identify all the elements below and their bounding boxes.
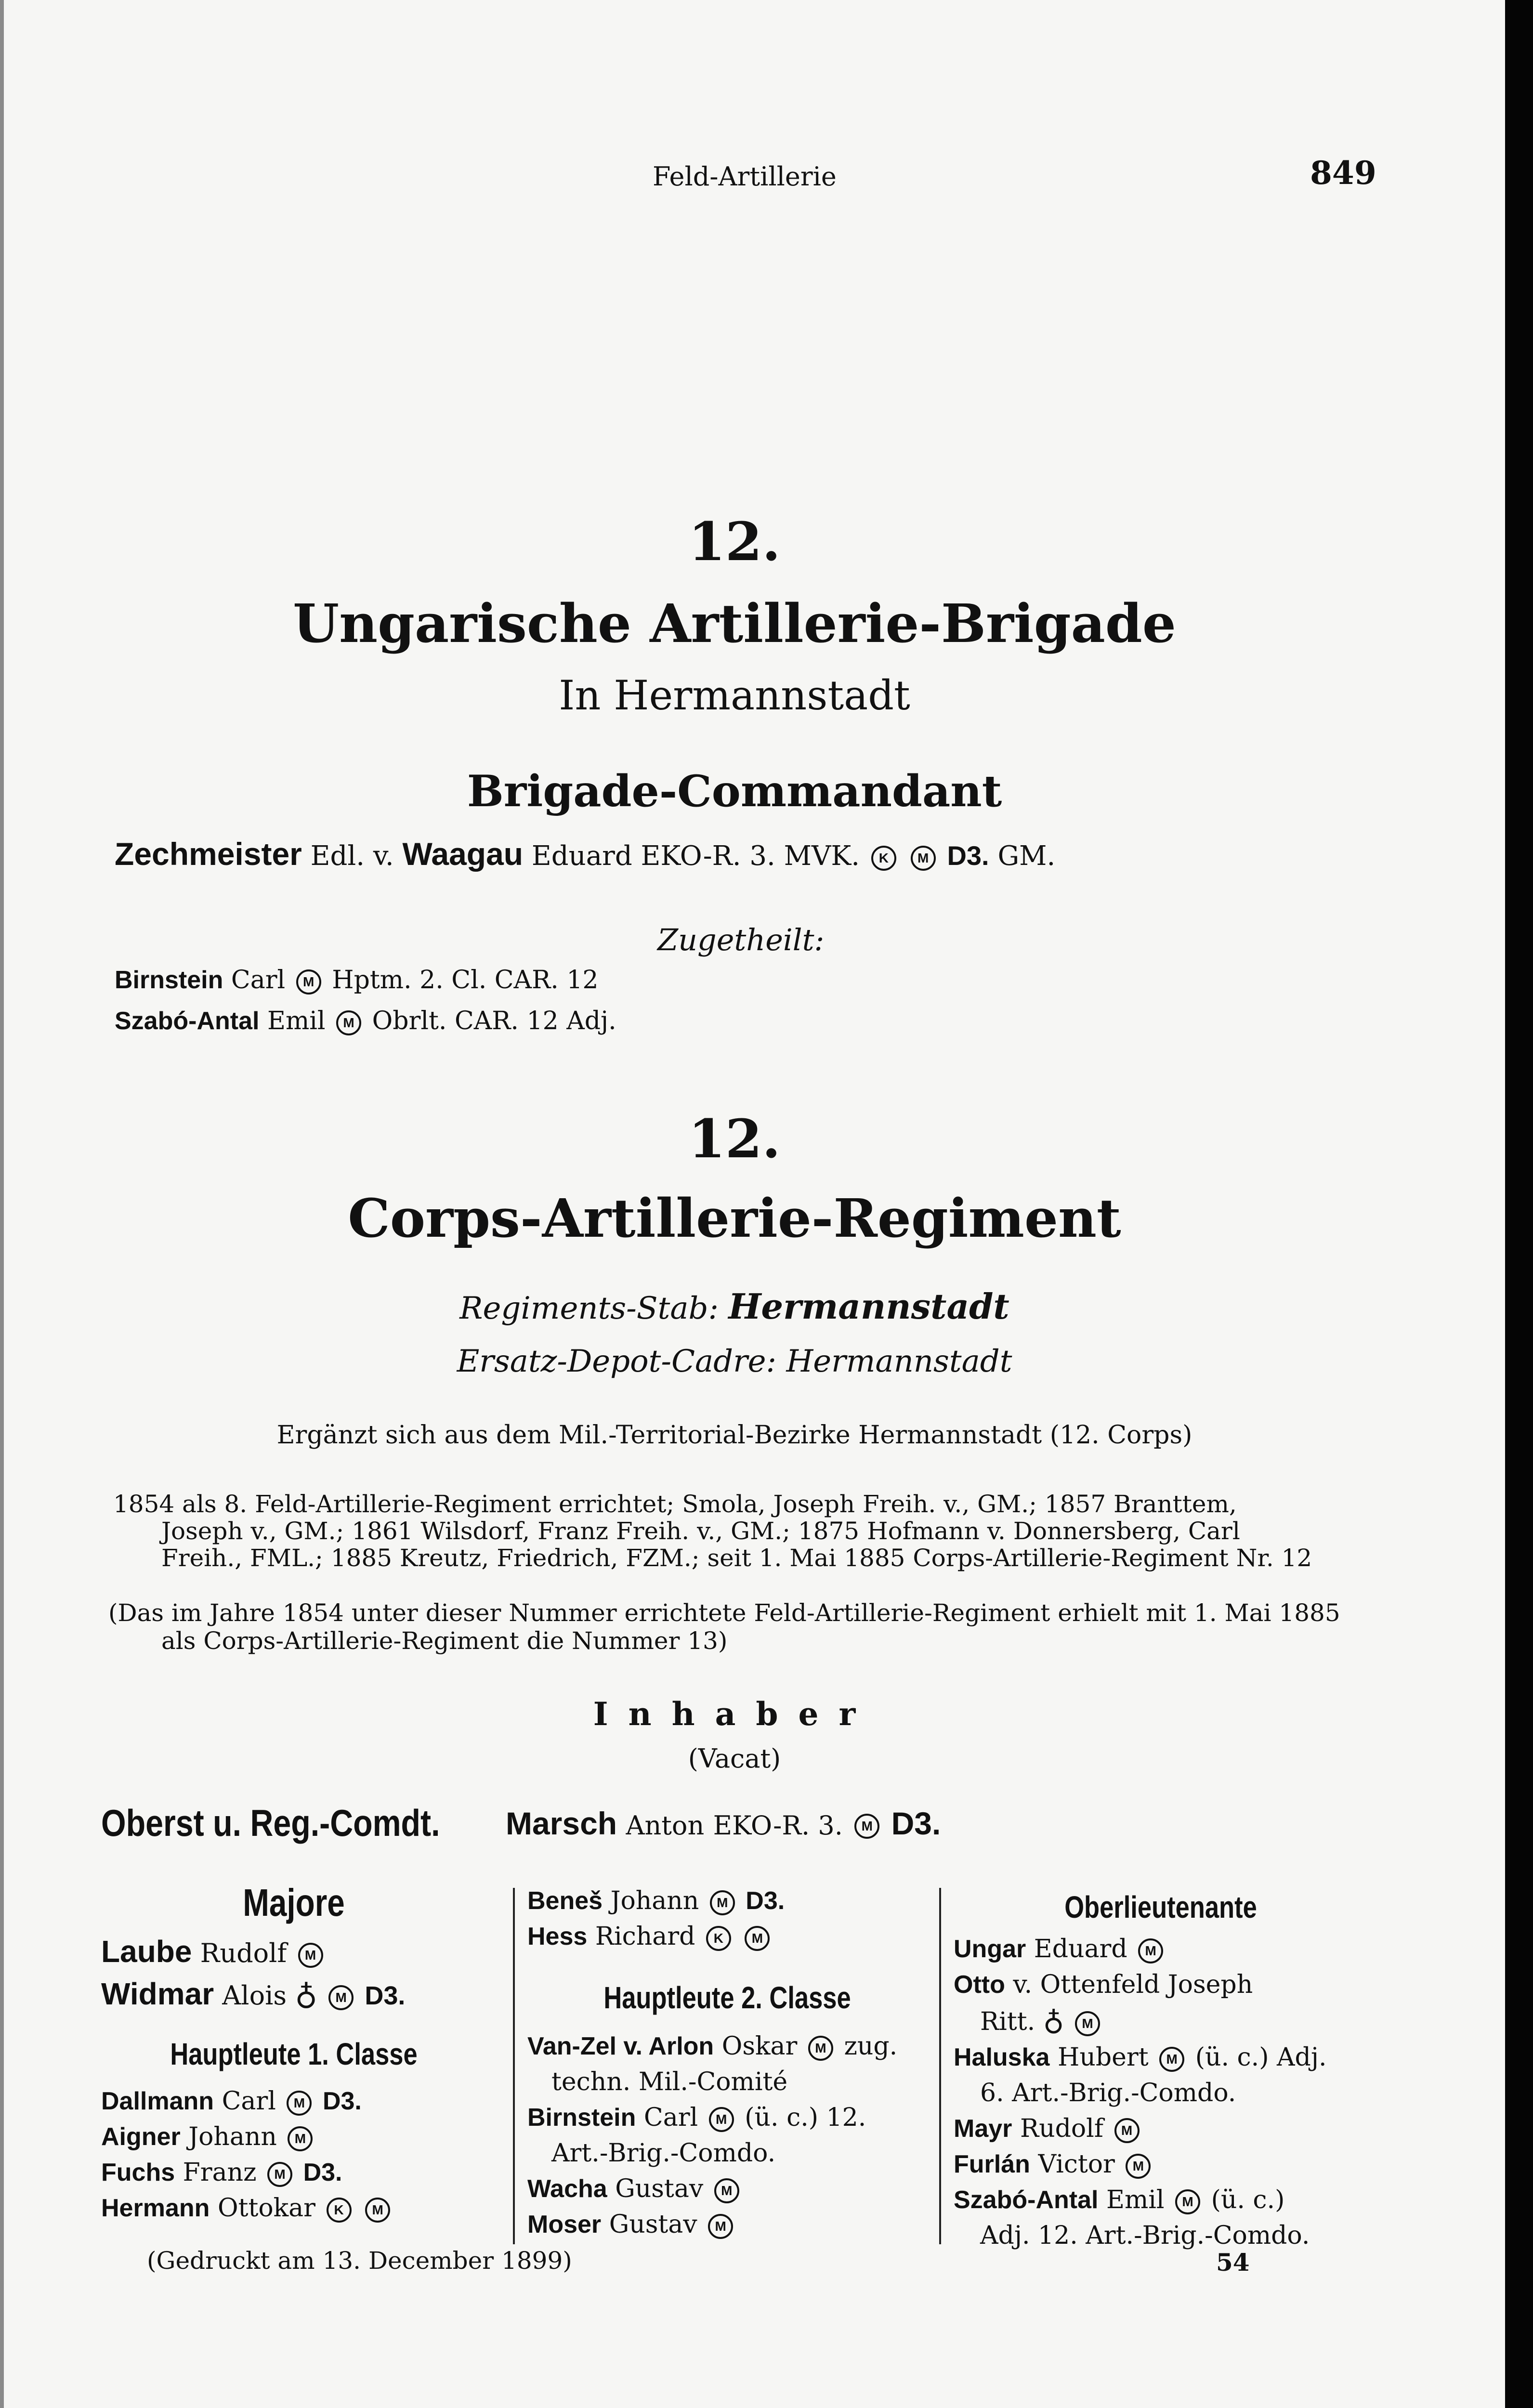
hauptleute-1-heading: Hauptleute 1. Classe: [170, 2037, 418, 2071]
person-details: D3.: [746, 1887, 785, 1915]
commandant-mid: Edl. v.: [310, 840, 394, 872]
m-badge-icon: M: [1114, 2118, 1140, 2143]
regiment-note: [108, 1599, 1340, 1655]
person-first: Johann: [610, 1886, 699, 1915]
oberst-d3: D3.: [891, 1806, 941, 1841]
attached-name: Szabó-Antal: [115, 1007, 260, 1035]
person-first: Oskar: [721, 2032, 798, 2061]
person-name: Beneš: [527, 1887, 603, 1915]
depot-label: Ersatz-Depot-Cadre:: [457, 1344, 777, 1379]
m-badge-icon: M: [288, 2126, 313, 2151]
m-badge-icon: M: [267, 2162, 292, 2187]
oberst-name: Marsch: [506, 1806, 617, 1841]
commandant-line: [115, 836, 1055, 872]
brigade-location: In Hermannstadt: [559, 672, 910, 719]
oberst-label: Oberst u. Reg.-Comdt.: [101, 1802, 440, 1844]
m-badge-icon: M: [1138, 1938, 1163, 1963]
attached-heading: Zugetheilt:: [657, 922, 825, 957]
person-details: D3.: [365, 1981, 406, 2010]
erganzt-line: Ergänzt sich aus dem Mil.-Territorial-Bezirke Hermannstadt (12. Corps): [276, 1421, 1192, 1450]
m-badge-icon: M: [365, 2198, 390, 2223]
person-name: Dallmann: [101, 2087, 214, 2115]
list-item: [101, 2119, 486, 2155]
commandant-d3: D3.: [947, 840, 989, 871]
oberst-line: [101, 1801, 941, 1845]
m-badge-icon: M: [854, 1814, 879, 1839]
person-name: Birnstein: [527, 2104, 636, 2132]
person-details: (ü. c.) Adj.: [1195, 2043, 1327, 2072]
commandant-details: Eduard EKO-R. 3. MVK.: [531, 840, 860, 872]
attached-first: Carl: [231, 966, 286, 995]
m-badge-icon: M: [1159, 2047, 1184, 2072]
m-badge-icon: M: [709, 2107, 734, 2132]
list-item: [954, 1931, 1368, 1967]
scan-edge-right: [1505, 0, 1533, 2408]
list-item: [954, 2182, 1368, 2253]
person-name: Moser: [527, 2211, 602, 2238]
history-line: Joseph v., GM.; 1861 Wilsdorf, Franz Freih. v., GM.; 1875 Hofmann v. Donnersberg, Carl: [161, 1517, 1240, 1545]
person-first: Ottokar: [217, 2194, 316, 2223]
oberst-entry: [506, 1805, 941, 1842]
hauptleute-2-heading: Hauptleute 2. Classe: [603, 1980, 851, 2015]
m-badge-icon: M: [298, 1943, 323, 1968]
person-name: Fuchs: [101, 2159, 175, 2186]
attached-row-0: [115, 966, 599, 995]
attached-details: Hptm. 2. Cl. CAR. 12: [332, 966, 599, 995]
order-symbol-icon: ♁: [1043, 2003, 1064, 2037]
m-badge-icon: M: [708, 2214, 733, 2239]
list-item: [527, 1919, 927, 1954]
person-first: Hubert: [1057, 2043, 1149, 2072]
hptl1-list: [101, 2083, 486, 2226]
person-first: Emil: [1106, 2186, 1165, 2214]
list-item: [527, 2207, 927, 2242]
person-first: Alois: [222, 1980, 287, 2011]
list-item: [101, 2083, 486, 2119]
k-badge-icon: K: [871, 846, 896, 871]
depot-value: Hermannstadt: [786, 1344, 1012, 1379]
person-first: Johann: [188, 2122, 277, 2151]
brigade-title: Ungarische Artillerie-Brigade: [293, 592, 1176, 654]
brigade-number: 12.: [688, 510, 781, 573]
list-item: [954, 1967, 1368, 2040]
m-badge-icon: M: [1126, 2154, 1151, 2179]
regiment-number: 12.: [688, 1108, 781, 1170]
commandant-surname: Zechmeister: [115, 836, 302, 872]
person-first: Carl: [222, 2087, 276, 2116]
column-3: [954, 1883, 1368, 2253]
person-name: Otto: [954, 1971, 1005, 1999]
column-1: [101, 1881, 486, 2226]
list-item: [527, 1883, 927, 1919]
oberst-details: EKO-R. 3.: [713, 1810, 843, 1841]
attached-name: Birnstein: [115, 966, 223, 994]
oberst-first: Anton: [626, 1810, 705, 1841]
person-name: Laube: [101, 1934, 192, 1969]
commandant-heading: Brigade-Commandant: [467, 766, 1002, 817]
m-badge-icon: M: [911, 846, 936, 871]
k-badge-icon: K: [327, 2198, 352, 2223]
running-title: Feld-Artillerie: [653, 161, 837, 192]
list-item: [101, 2155, 486, 2190]
commandant-surname2: Waagau: [402, 836, 524, 872]
ersatz-depot: [0, 1344, 1469, 1379]
list-item: [527, 2100, 927, 2171]
person-details-cont: Ritt.: [980, 2007, 1035, 2036]
person-first: Gustav: [609, 2210, 697, 2239]
person-first: Franz: [183, 2158, 257, 2187]
person-first: Rudolf: [200, 1938, 287, 1968]
note-line: (Das im Jahre 1854 unter dieser Nummer errichtete Feld-Artillerie-Regiment erhielt mit 1. Mai 1885: [108, 1599, 1340, 1627]
sheet-number: 54: [1216, 2248, 1250, 2277]
m-badge-icon: M: [745, 1926, 770, 1951]
column-divider-2: [939, 1888, 941, 2244]
person-details: D3.: [303, 2159, 342, 2186]
person-first: Rudolf: [1020, 2114, 1104, 2143]
stab-value: Hermannstadt: [728, 1286, 1009, 1327]
k-badge-icon: K: [706, 1926, 731, 1951]
person-name: Szabó-Antal: [954, 2186, 1099, 2214]
note-line: als Corps-Artillerie-Regiment die Nummer 13): [161, 1627, 728, 1655]
person-name: Wacha: [527, 2175, 607, 2203]
person-name: Mayr: [954, 2115, 1012, 2143]
m-badge-icon: M: [808, 2036, 833, 2061]
person-name: Hess: [527, 1923, 588, 1950]
person-details-cont: Art.-Brig.-Comdo.: [551, 2139, 776, 2168]
printed-date: (Gedruckt am 13. December 1899): [147, 2247, 572, 2275]
stab-label: Regiments-Stab:: [459, 1291, 719, 1326]
list-item: [954, 2111, 1368, 2146]
person-name: Aigner: [101, 2123, 181, 2151]
person-name: Hermann: [101, 2194, 210, 2222]
person-name: Haluska: [954, 2043, 1050, 2071]
list-item: [954, 2146, 1368, 2182]
regiment-history: [113, 1491, 1312, 1571]
history-line: Freih., FML.; 1885 Kreutz, Friedrich, FZM.; seit 1. Mai 1885 Corps-Artillerie-Regiment Nr. 12: [161, 1544, 1312, 1572]
m-badge-icon: M: [328, 1985, 354, 2010]
list-item: [101, 1934, 486, 1969]
list-item: [101, 2190, 486, 2226]
attached-details: Obrlt. CAR. 12 Adj.: [372, 1007, 616, 1035]
person-first: v. Ottenfeld Joseph: [1013, 1970, 1253, 1999]
list-item: [527, 2171, 927, 2207]
regiments-stab: [0, 1286, 1469, 1327]
person-name: Furlán: [954, 2150, 1030, 2178]
page-number: 849: [1310, 154, 1376, 192]
list-item: [101, 1976, 486, 2012]
person-name: Van-Zel v. Arlon: [527, 2032, 714, 2060]
attached-first: Emil: [267, 1007, 326, 1035]
person-details: (ü. c.): [1211, 2186, 1285, 2214]
person-first: Carl: [643, 2103, 698, 2132]
commandant-rank: GM.: [997, 840, 1056, 872]
list-item: [954, 2040, 1368, 2111]
m-badge-icon: M: [1175, 2189, 1200, 2214]
person-details-cont: Adj. 12. Art.-Brig.-Comdo.: [980, 2221, 1310, 2250]
list-item: [527, 2028, 927, 2100]
regiment-title: Corps-Artillerie-Regiment: [348, 1187, 1121, 1249]
person-details: zug.: [844, 2032, 898, 2061]
person-first: Gustav: [615, 2174, 704, 2203]
person-details-cont: techn. Mil.-Comité: [551, 2068, 788, 2096]
column-divider-1: [513, 1888, 515, 2244]
person-details: (ü. c.) 12.: [745, 2103, 866, 2132]
oberlieutenante-heading: Oberlieutenante: [1064, 1890, 1257, 1924]
person-first: Eduard: [1034, 1935, 1127, 1963]
person-first: Victor: [1038, 2150, 1115, 2179]
person-name: Widmar: [101, 1976, 214, 2011]
order-symbol-icon: ♁: [295, 1976, 318, 2012]
m-badge-icon: M: [296, 969, 321, 995]
person-details: D3.: [322, 2087, 362, 2115]
inhaber-heading: Inhaber: [593, 1695, 876, 1733]
person-name: Ungar: [954, 1935, 1026, 1963]
person-first: Richard: [595, 1922, 695, 1951]
m-badge-icon: M: [714, 2178, 739, 2203]
m-badge-icon: M: [287, 2091, 312, 2116]
column-2: [527, 1883, 927, 2242]
history-line: 1854 als 8. Feld-Artillerie-Regiment errichtet; Smola, Joseph Freih. v., GM.; 1857 Branttem,: [113, 1490, 1237, 1518]
majore-heading: Majore: [243, 1881, 345, 1924]
person-details-cont: 6. Art.-Brig.-Comdo.: [980, 2079, 1236, 2107]
m-badge-icon: M: [336, 1010, 361, 1035]
m-badge-icon: M: [1075, 2011, 1100, 2036]
inhaber-value: (Vacat): [688, 1743, 781, 1774]
attached-row-1: [115, 1007, 616, 1035]
m-badge-icon: M: [710, 1890, 735, 1915]
